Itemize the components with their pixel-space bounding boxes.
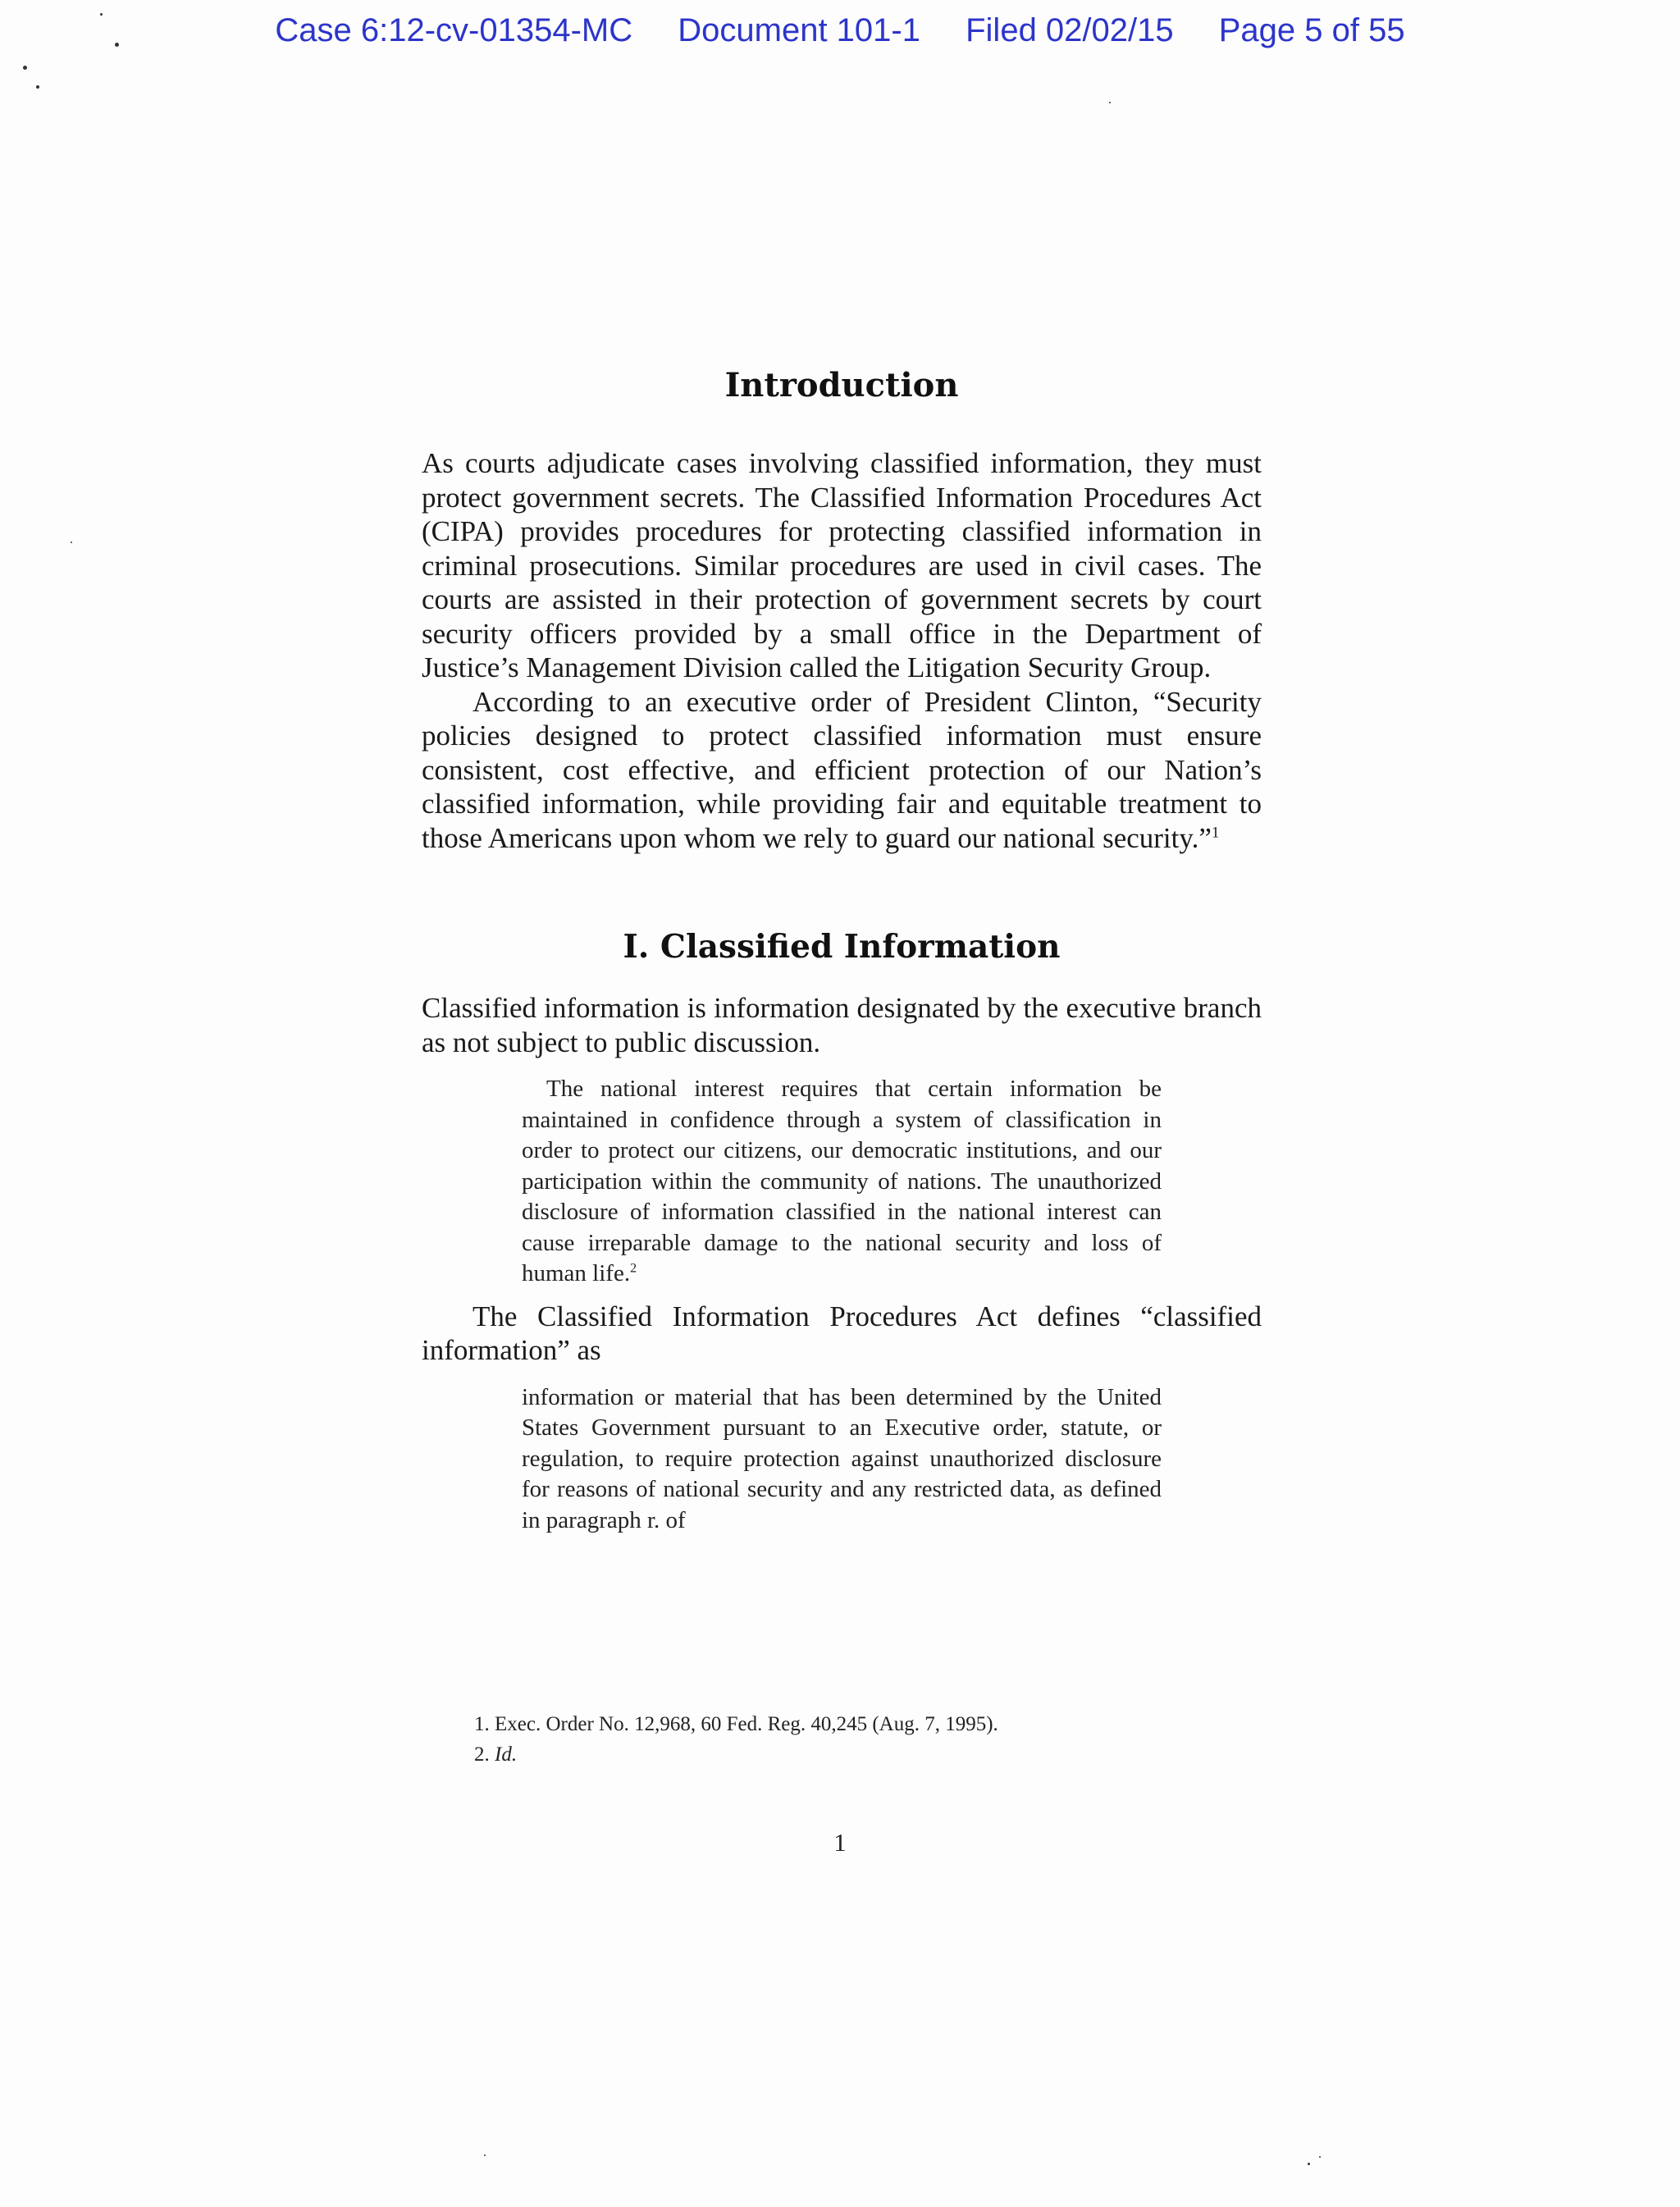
- block-quote-2: information or material that has been determined by the United States Government pursuant to an Executive order, statute, or regulation, to require protection against unauthorized disclosure for reasons of national security and any restricted data, as defined in paragraph r. of: [522, 1383, 1162, 1533]
- scan-speck: [23, 66, 27, 70]
- footnote-text: Exec. Order No. 12,968, 60 Fed. Reg. 40,245 (Aug. 7, 1995).: [495, 1713, 998, 1735]
- page-count: Page 5 of 55: [1218, 12, 1405, 48]
- intro-paragraph-1: As courts adjudicate cases involving classified information, they must protect government secrets. The Classified Information Procedures Act (CIPA) provides procedures for protecting classified information in criminal prosecutions. Similar procedures are used in civil cases. The courts are assisted in their protection of government secrets by court security officers provided by a small office in the Department of Justice’s Management Division called the Litigation Security Group.: [422, 447, 1262, 683]
- footnote-number: 2.: [474, 1743, 490, 1766]
- footnote-number: 1.: [474, 1713, 490, 1735]
- footnote-2: [474, 1739, 998, 1770]
- page-number: 1: [833, 1828, 847, 1857]
- case-number: Case 6:12-cv-01354-MC: [275, 12, 633, 48]
- scan-speck: [100, 13, 103, 16]
- footnote-1: [474, 1709, 998, 1739]
- section-heading-classified-information: I. Classified Information: [623, 928, 1061, 966]
- section-paragraph-2: The Classified Information Procedures Act defines “classified information” as: [422, 1300, 1262, 1366]
- document-number: Document 101-1: [678, 12, 920, 48]
- block-quote-1-text: The national interest requires that certain information be maintained in confidence through a system of classification in order to protect our citizens, our democratic institutions, and our participation within the community of nations. The unauthorized disclosure of information classified in the national interest can cause irreparable damage to the national security and loss of human life.: [522, 1076, 1162, 1286]
- scan-speck: [1308, 2163, 1310, 2165]
- block-quote-1: [522, 1074, 1162, 1290]
- intro-paragraph-2: [422, 685, 1262, 856]
- scan-speck: [1109, 102, 1111, 103]
- scan-speck: [1319, 2156, 1321, 2158]
- section-paragraph: Classified information is information designated by the executive branch as not subject to public discussion.: [422, 992, 1262, 1058]
- introduction-heading: Introduction: [724, 366, 959, 404]
- document-body: [422, 361, 1262, 1536]
- court-filing-header: [0, 10, 1680, 51]
- footnote-ref: 1: [1211, 823, 1220, 841]
- intro-paragraph-2-text: According to an executive order of President Clinton, “Security policies designed to protect classified information must ensure consistent, cost effective, and efficient protection of our Nation’s classified information, while providing fair and equitable treatment to those Americans upon whom we rely to guard our national security.”: [422, 685, 1262, 854]
- filed-date: Filed 02/02/15: [966, 12, 1174, 48]
- footnote-ref: 2: [630, 1261, 637, 1276]
- scan-speck: [484, 2154, 486, 2156]
- scan-speck: [36, 85, 39, 89]
- footnote-text: Id.: [495, 1743, 518, 1766]
- scan-speck: [71, 541, 72, 543]
- scan-speck: [115, 43, 119, 47]
- footnotes: [474, 1709, 998, 1770]
